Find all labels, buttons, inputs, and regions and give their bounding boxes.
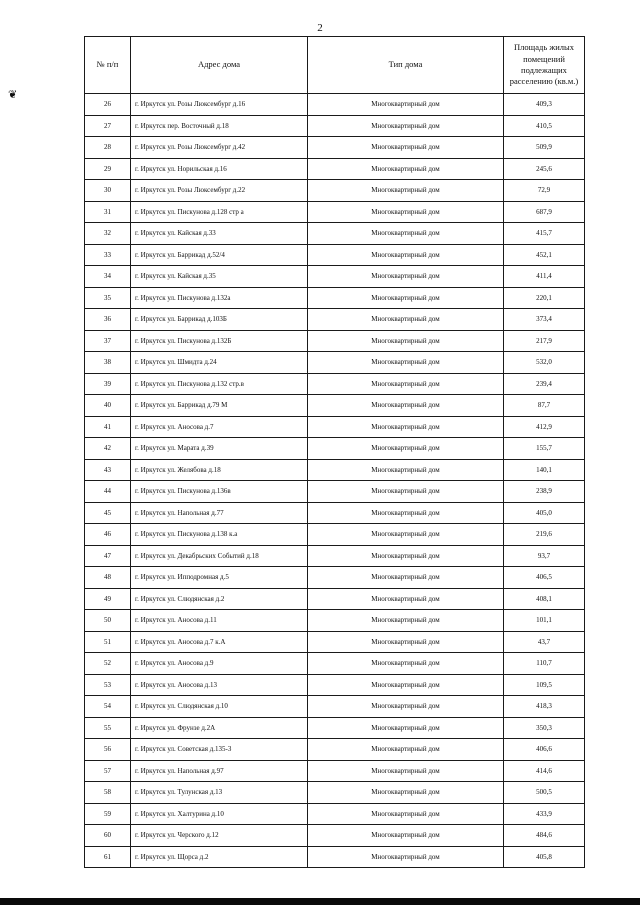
cell-number: 46 (85, 524, 131, 546)
cell-area: 687,9 (504, 201, 585, 223)
cell-area: 418,3 (504, 696, 585, 718)
cell-area: 220,1 (504, 287, 585, 309)
cell-address: г. Иркутск ул. Аносова д.7 (131, 416, 308, 438)
cell-area: 406,6 (504, 739, 585, 761)
cell-type: Многоквартирный дом (308, 459, 504, 481)
cell-number: 54 (85, 696, 131, 718)
header-number: № п/п (85, 37, 131, 94)
cell-address: г. Иркутск ул. Розы Люксембург д.22 (131, 180, 308, 202)
cell-area: 109,5 (504, 674, 585, 696)
cell-number: 60 (85, 825, 131, 847)
cell-type: Многоквартирный дом (308, 502, 504, 524)
cell-number: 28 (85, 137, 131, 159)
table-row (85, 180, 585, 202)
cell-type: Многоквартирный дом (308, 524, 504, 546)
cell-area: 239,4 (504, 373, 585, 395)
cell-number: 40 (85, 395, 131, 417)
table-row (85, 567, 585, 589)
cell-address: г. Иркутск ул. Напольная д.77 (131, 502, 308, 524)
cell-address: г. Иркутск ул. Аносова д.9 (131, 653, 308, 675)
cell-address: г. Иркутск ул. Советская д.135-3 (131, 739, 308, 761)
cell-address: г. Иркутск ул. Баррикад д.52/4 (131, 244, 308, 266)
cell-type: Многоквартирный дом (308, 846, 504, 868)
page-number: 2 (317, 22, 323, 34)
table-row (85, 266, 585, 288)
cell-number: 41 (85, 416, 131, 438)
table-row (85, 524, 585, 546)
cell-number: 36 (85, 309, 131, 331)
cell-number: 47 (85, 545, 131, 567)
table-body (85, 94, 585, 868)
cell-address: г. Иркутск ул. Напольная д.97 (131, 760, 308, 782)
cell-address: г. Иркутск ул. Щорса д.2 (131, 846, 308, 868)
table-row (85, 94, 585, 116)
table-row (85, 244, 585, 266)
table-row (85, 309, 585, 331)
cell-type: Многоквартирный дом (308, 739, 504, 761)
cell-area: 238,9 (504, 481, 585, 503)
cell-type: Многоквартирный дом (308, 696, 504, 718)
table-row (85, 717, 585, 739)
cell-address: г. Иркутск ул. Пискунова д.132 стр.в (131, 373, 308, 395)
table-row (85, 588, 585, 610)
cell-number: 32 (85, 223, 131, 245)
cell-type: Многоквартирный дом (308, 373, 504, 395)
cell-area: 405,8 (504, 846, 585, 868)
table-row (85, 416, 585, 438)
cell-address: г. Иркутск пер. Восточный д.18 (131, 115, 308, 137)
cell-type: Многоквартирный дом (308, 158, 504, 180)
table-row (85, 803, 585, 825)
cell-number: 45 (85, 502, 131, 524)
cell-type: Многоквартирный дом (308, 395, 504, 417)
cell-type: Многоквартирный дом (308, 717, 504, 739)
table-row (85, 352, 585, 374)
cell-number: 44 (85, 481, 131, 503)
cell-area: 411,4 (504, 266, 585, 288)
cell-address: г. Иркутск ул. Кайская д.33 (131, 223, 308, 245)
cell-number: 55 (85, 717, 131, 739)
cell-address: г. Иркутск ул. Пискунова д.132а (131, 287, 308, 309)
cell-type: Многоквартирный дом (308, 545, 504, 567)
cell-address: г. Иркутск ул. Фрунзе д.2А (131, 717, 308, 739)
table-row (85, 674, 585, 696)
cell-area: 219,6 (504, 524, 585, 546)
cell-address: г. Иркутск ул. Слюдянская д.2 (131, 588, 308, 610)
table-row (85, 631, 585, 653)
cell-area: 245,6 (504, 158, 585, 180)
stray-mark: ❦ (8, 89, 18, 101)
cell-type: Многоквартирный дом (308, 631, 504, 653)
cell-area: 484,6 (504, 825, 585, 847)
cell-area: 406,5 (504, 567, 585, 589)
cell-area: 93,7 (504, 545, 585, 567)
table-row (85, 373, 585, 395)
cell-area: 101,1 (504, 610, 585, 632)
cell-address: г. Иркутск ул. Пискунова д.132Б (131, 330, 308, 352)
cell-address: г. Иркутск ул. Халтурина д.10 (131, 803, 308, 825)
header-type: Тип дома (308, 37, 504, 94)
cell-area: 500,5 (504, 782, 585, 804)
cell-area: 373,4 (504, 309, 585, 331)
cell-area: 415,7 (504, 223, 585, 245)
cell-area: 405,0 (504, 502, 585, 524)
table-row (85, 481, 585, 503)
cell-type: Многоквартирный дом (308, 266, 504, 288)
cell-type: Многоквартирный дом (308, 567, 504, 589)
cell-number: 56 (85, 739, 131, 761)
cell-type: Многоквартирный дом (308, 803, 504, 825)
cell-number: 42 (85, 438, 131, 460)
cell-area: 350,3 (504, 717, 585, 739)
cell-type: Многоквартирный дом (308, 309, 504, 331)
cell-address: г. Иркутск ул. Пискунова д.128 стр а (131, 201, 308, 223)
cell-area: 410,5 (504, 115, 585, 137)
cell-number: 38 (85, 352, 131, 374)
cell-type: Многоквартирный дом (308, 352, 504, 374)
cell-address: г. Иркутск ул. Желябова д.18 (131, 459, 308, 481)
cell-address: г. Иркутск ул. Слюдянская д.10 (131, 696, 308, 718)
cell-address: г. Иркутск ул. Шмидта д.24 (131, 352, 308, 374)
cell-number: 59 (85, 803, 131, 825)
table-header-row (85, 37, 585, 94)
table-row (85, 610, 585, 632)
cell-area: 532,0 (504, 352, 585, 374)
cell-type: Многоквартирный дом (308, 481, 504, 503)
cell-number: 53 (85, 674, 131, 696)
cell-type: Многоквартирный дом (308, 330, 504, 352)
cell-number: 31 (85, 201, 131, 223)
table-row (85, 545, 585, 567)
cell-area: 412,9 (504, 416, 585, 438)
cell-number: 35 (85, 287, 131, 309)
table-row (85, 760, 585, 782)
cell-type: Многоквартирный дом (308, 244, 504, 266)
cell-area: 509,9 (504, 137, 585, 159)
table-row (85, 438, 585, 460)
cell-type: Многоквартирный дом (308, 438, 504, 460)
cell-type: Многоквартирный дом (308, 180, 504, 202)
cell-area: 43,7 (504, 631, 585, 653)
table-row (85, 223, 585, 245)
cell-area: 155,7 (504, 438, 585, 460)
cell-address: г. Иркутск ул. Баррикад д.79 М (131, 395, 308, 417)
cell-address: г. Иркутск ул. Ипподромная д.5 (131, 567, 308, 589)
cell-type: Многоквартирный дом (308, 610, 504, 632)
cell-type: Многоквартирный дом (308, 674, 504, 696)
table-row (85, 502, 585, 524)
table-row (85, 459, 585, 481)
cell-address: г. Иркутск ул. Пискунова д.136в (131, 481, 308, 503)
table-row (85, 782, 585, 804)
cell-type: Многоквартирный дом (308, 782, 504, 804)
cell-address: г. Иркутск ул. Аносова д.7 к.А (131, 631, 308, 653)
cell-number: 51 (85, 631, 131, 653)
scan-edge-bar (0, 898, 640, 905)
cell-number: 33 (85, 244, 131, 266)
table-row (85, 696, 585, 718)
cell-type: Многоквартирный дом (308, 825, 504, 847)
cell-area: 217,9 (504, 330, 585, 352)
cell-number: 29 (85, 158, 131, 180)
cell-address: г. Иркутск ул. Тулунская д.13 (131, 782, 308, 804)
cell-type: Многоквартирный дом (308, 416, 504, 438)
cell-address: г. Иркутск ул. Розы Люксембург д.16 (131, 94, 308, 116)
cell-address: г. Иркутск ул. Баррикад д.103Б (131, 309, 308, 331)
cell-number: 61 (85, 846, 131, 868)
cell-type: Многоквартирный дом (308, 223, 504, 245)
cell-address: г. Иркутск ул. Пискунова д.138 к.а (131, 524, 308, 546)
cell-number: 37 (85, 330, 131, 352)
cell-number: 30 (85, 180, 131, 202)
cell-area: 414,6 (504, 760, 585, 782)
cell-area: 452,1 (504, 244, 585, 266)
header-address: Адрес дома (131, 37, 308, 94)
cell-number: 26 (85, 94, 131, 116)
cell-number: 27 (85, 115, 131, 137)
table-row (85, 330, 585, 352)
table-row (85, 825, 585, 847)
cell-type: Многоквартирный дом (308, 653, 504, 675)
cell-type: Многоквартирный дом (308, 588, 504, 610)
table-row (85, 137, 585, 159)
cell-type: Многоквартирный дом (308, 760, 504, 782)
cell-type: Многоквартирный дом (308, 94, 504, 116)
cell-address: г. Иркутск ул. Черского д.12 (131, 825, 308, 847)
cell-address: г. Иркутск ул. Марата д.39 (131, 438, 308, 460)
table-row (85, 158, 585, 180)
table-row (85, 395, 585, 417)
cell-area: 140,1 (504, 459, 585, 481)
cell-address: г. Иркутск ул. Аносова д.11 (131, 610, 308, 632)
cell-number: 34 (85, 266, 131, 288)
houses-table (84, 36, 585, 868)
table-row (85, 201, 585, 223)
table-row (85, 739, 585, 761)
cell-address: г. Иркутск ул. Кайская д.35 (131, 266, 308, 288)
cell-type: Многоквартирный дом (308, 201, 504, 223)
cell-type: Многоквартирный дом (308, 115, 504, 137)
cell-number: 48 (85, 567, 131, 589)
cell-area: 408,1 (504, 588, 585, 610)
cell-type: Многоквартирный дом (308, 137, 504, 159)
cell-address: г. Иркутск ул. Розы Люксембург д.42 (131, 137, 308, 159)
cell-number: 57 (85, 760, 131, 782)
cell-number: 58 (85, 782, 131, 804)
cell-number: 50 (85, 610, 131, 632)
cell-number: 39 (85, 373, 131, 395)
cell-address: г. Иркутск ул. Норильская д.16 (131, 158, 308, 180)
cell-address: г. Иркутск ул. Аносова д.13 (131, 674, 308, 696)
table-row (85, 846, 585, 868)
cell-area: 72,9 (504, 180, 585, 202)
cell-number: 52 (85, 653, 131, 675)
cell-address: г. Иркутск ул. Декабрьских Событий д.18 (131, 545, 308, 567)
table-row (85, 287, 585, 309)
cell-area: 110,7 (504, 653, 585, 675)
cell-area: 87,7 (504, 395, 585, 417)
cell-number: 43 (85, 459, 131, 481)
table-row (85, 115, 585, 137)
header-area: Площадь жилых помещений подлежащих расселению (кв.м.) (504, 37, 585, 94)
table-row (85, 653, 585, 675)
cell-number: 49 (85, 588, 131, 610)
cell-type: Многоквартирный дом (308, 287, 504, 309)
cell-area: 409,3 (504, 94, 585, 116)
cell-area: 433,9 (504, 803, 585, 825)
